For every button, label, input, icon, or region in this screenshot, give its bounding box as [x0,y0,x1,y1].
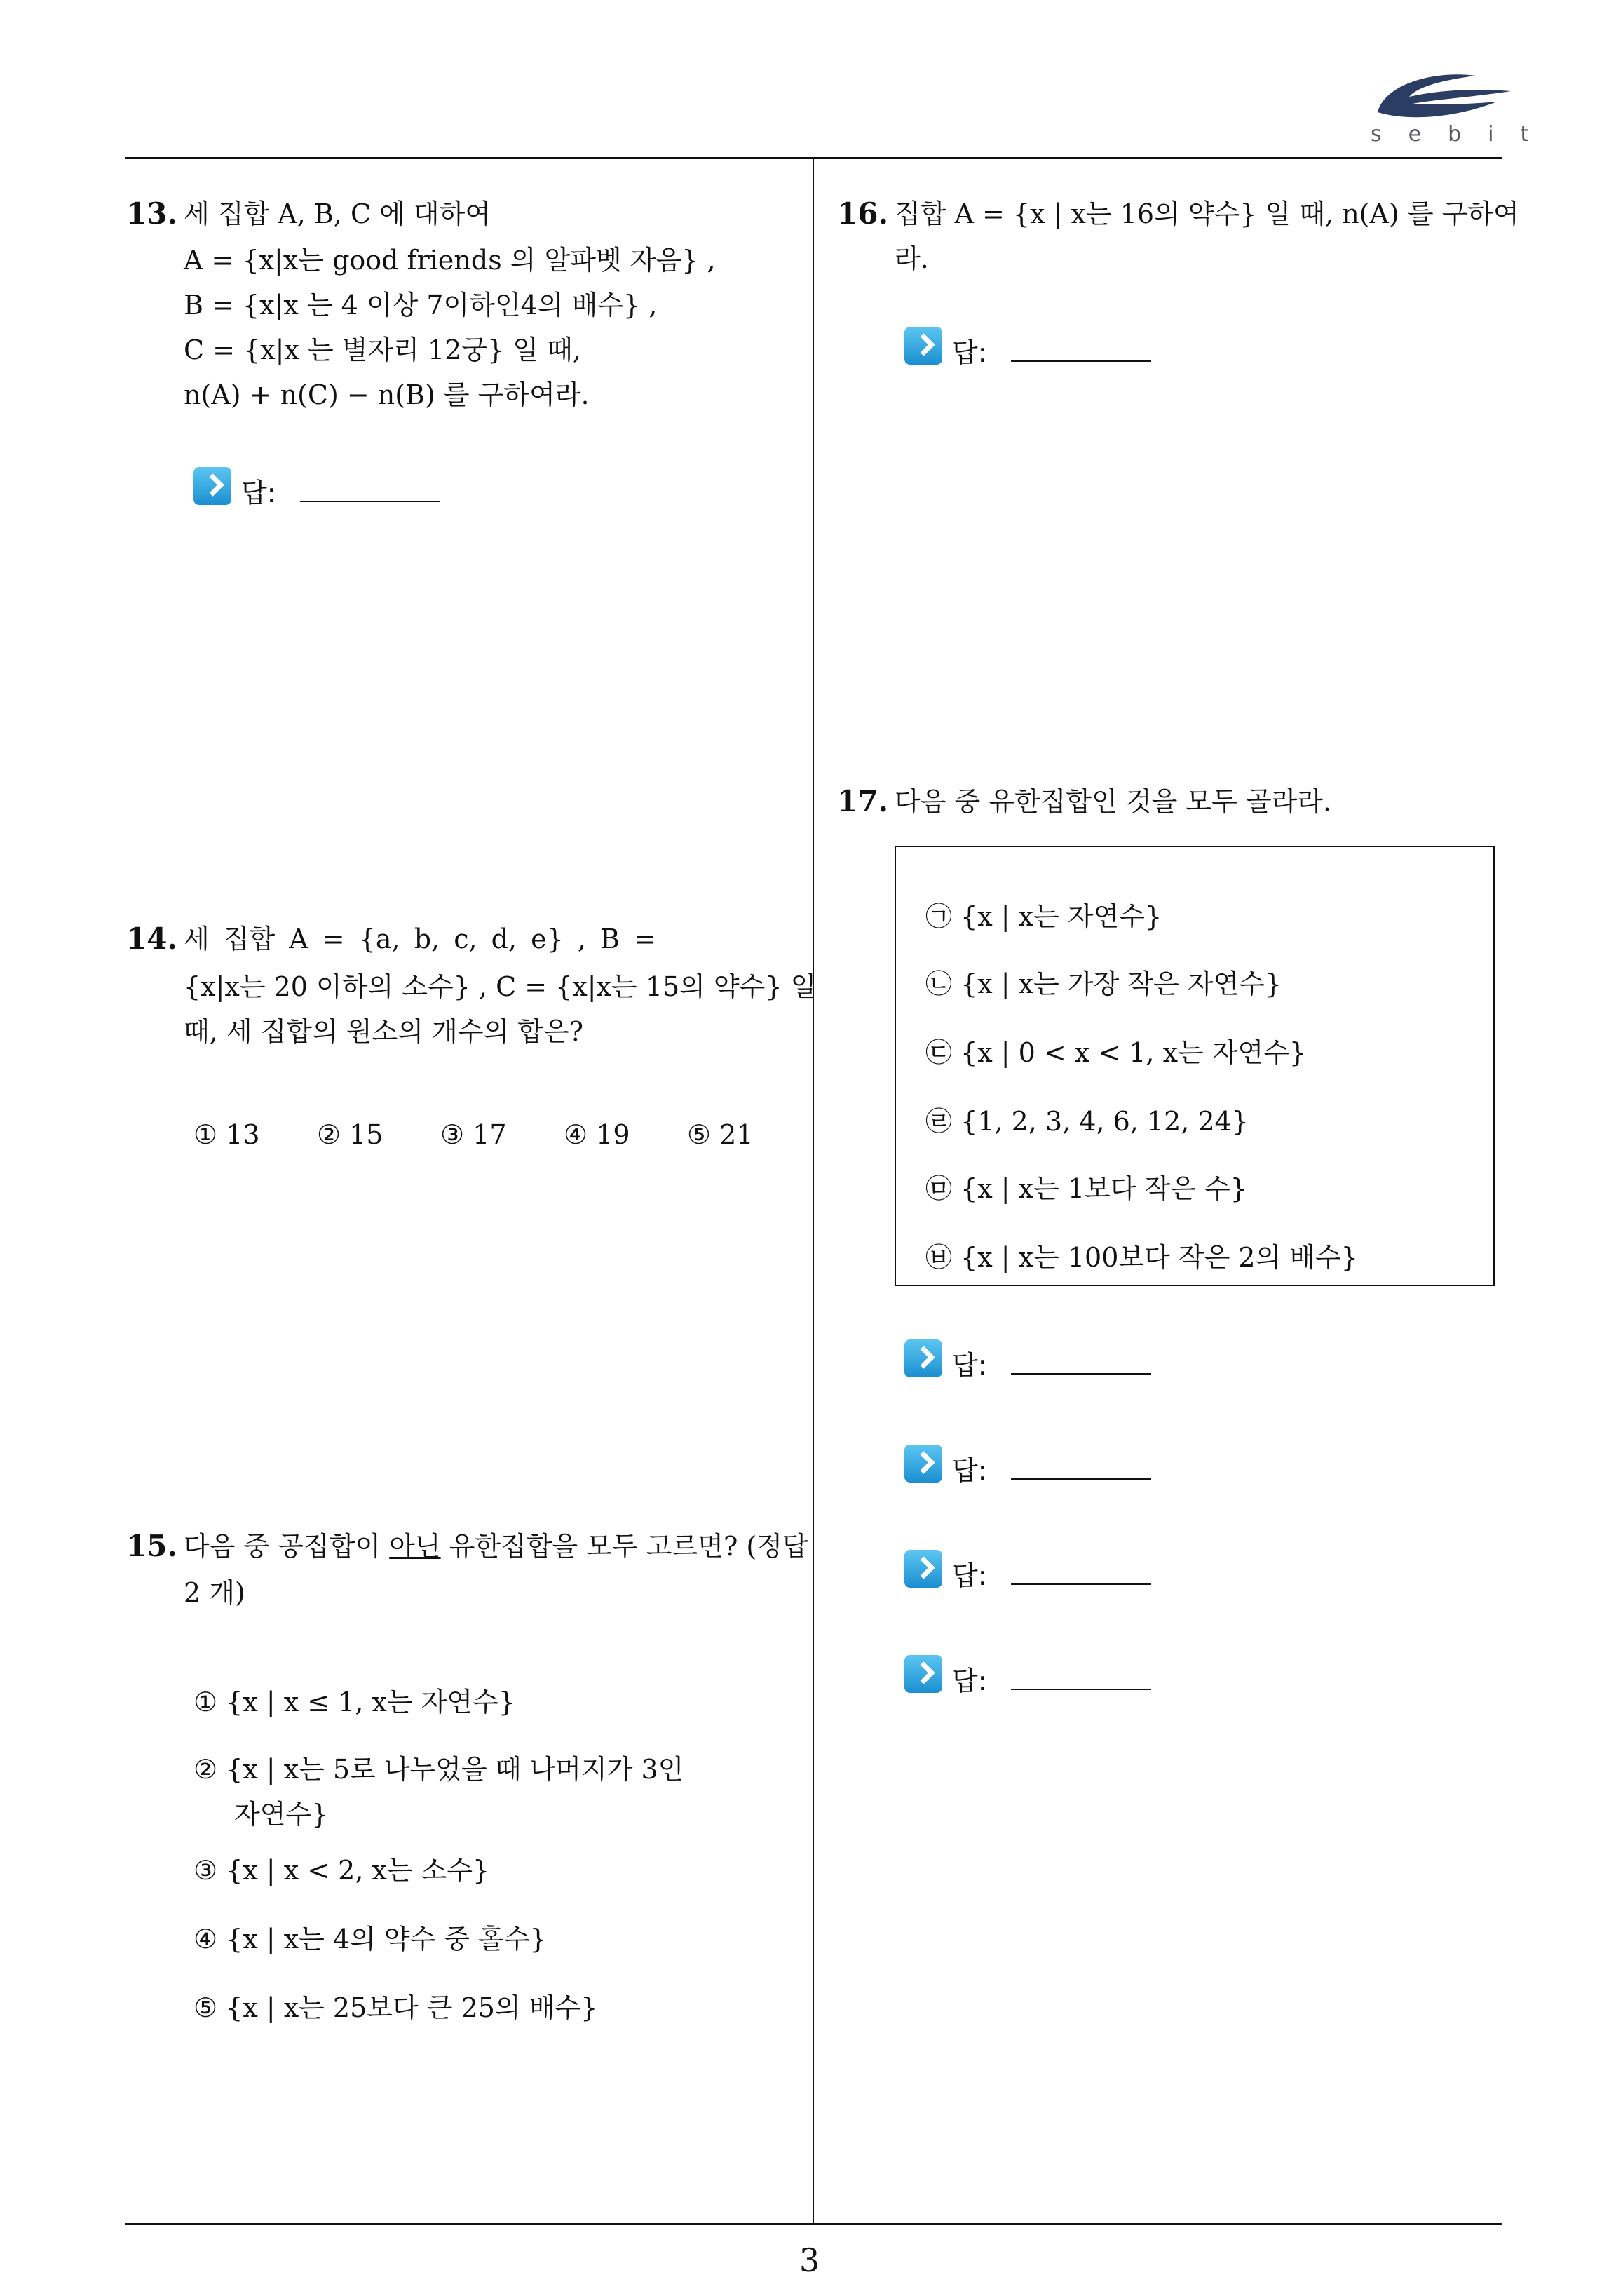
arrow-right-icon [904,1445,942,1483]
question-text: 세 집합 A = {a, b, c, d, e} , B = [184,924,656,954]
option-item: ㉥ {x | x는 100보다 작은 2의 배수} [925,1242,1358,1273]
choice-4[interactable]: ④ 19 [564,1119,630,1150]
question-number: 13. [126,196,178,231]
question-text [184,1533,808,1560]
question-number: 15. [126,1529,178,1563]
choice-2-continued: 자연수} [234,1799,329,1830]
answer-blank[interactable] [1011,1689,1151,1690]
answer-label: 답: [241,478,276,508]
choice-3[interactable]: ③ {x | x < 2, x는 소수} [193,1855,490,1886]
column-divider [813,157,814,2224]
answer-blank[interactable] [1011,360,1151,362]
choice-2[interactable]: ② 15 [317,1119,383,1150]
arrow-right-icon [904,1339,942,1377]
question-number: 14. [126,921,178,956]
choice-4[interactable]: ④ {x | x는 4의 약수 중 홀수} [193,1924,547,1954]
choice-2[interactable]: ② {x | x는 5로 나누었을 때 나머지가 3인 [193,1754,684,1785]
question-text: 때, 세 집합의 원소의 개수의 합은? [184,1016,584,1047]
arrow-right-icon [904,1550,942,1588]
choice-5[interactable]: ⑤ {x | x는 25보다 큰 25의 배수} [193,1992,598,2023]
question-text: 2 개) [184,1577,245,1608]
question-text-part: 유한집합을 모두 고르면? (정답 [440,1531,808,1562]
question-text: 집합 A = {x | x는 16의 약수} 일 때, n(A) 를 구하여 [895,198,1519,229]
answer-blank[interactable] [1011,1373,1151,1375]
answer-label: 답: [952,1455,987,1486]
answer-field[interactable] [904,1655,1171,1697]
option-item: ㉠ {x | x는 자연수} [925,901,1162,932]
sebit-logo [1371,63,1556,154]
choice-1[interactable]: ① 13 [193,1119,260,1150]
arrow-right-icon [904,327,942,365]
question-number: 17. [837,784,889,818]
sebit-logo-icon [1371,63,1518,126]
option-item: ㉣ {1, 2, 3, 4, 6, 12, 24} [925,1106,1249,1137]
answer-label: 답: [952,1350,987,1381]
set-definition-c: C = {x|x 는 별자리 12궁} 일 때, [184,335,581,365]
option-item: ㉡ {x | x는 가장 작은 자연수} [925,968,1282,999]
footer-rule [125,2223,1502,2225]
answer-label: 답: [952,1666,987,1696]
answer-blank[interactable] [1011,1583,1151,1585]
set-definition-b: B = {x|x 는 4 이상 7이하인4의 배수} , [184,290,658,320]
answer-field[interactable] [904,1339,1171,1382]
question-text: 라. [895,243,929,274]
question-number: 16. [837,196,889,231]
answer-label: 답: [952,1560,987,1591]
arrow-right-icon [193,467,231,505]
question-text-part: 다음 중 공집합이 [184,1531,390,1562]
question-text: 세 집합 A, B, C 에 대하여 [184,198,491,229]
logo-text: sebit [1371,122,1556,147]
answer-blank[interactable] [1011,1478,1151,1480]
answer-field[interactable] [904,327,1171,369]
answer-blank[interactable] [300,501,440,502]
choice-1[interactable]: ① {x | x ≤ 1, x는 자연수} [193,1687,515,1717]
emphasized-word: 아닌 [389,1531,441,1562]
arrow-right-icon [904,1655,942,1693]
answer-field[interactable] [193,467,460,509]
question-text: 다음 중 유한집합인 것을 모두 골라라. [895,786,1332,817]
answer-field[interactable] [904,1550,1171,1592]
option-item: ㉢ {x | 0 < x < 1, x는 자연수} [925,1037,1307,1068]
question-text: {x|x는 20 이하의 소수} , C = {x|x는 15의 약수} 일 [184,971,817,1002]
answer-field[interactable] [904,1445,1171,1487]
page-number: 3 [799,2241,820,2279]
choice-3[interactable]: ③ 17 [440,1119,507,1150]
answer-label: 답: [952,337,987,368]
option-item: ㉤ {x | x는 1보다 작은 수} [925,1173,1247,1204]
set-definition-a: A = {x|x는 good friends 의 알파벳 자음} , [184,245,716,276]
choice-5[interactable]: ⑤ 21 [687,1119,754,1150]
question-prompt: n(A) + n(C) − n(B) 를 구하여라. [184,379,590,410]
